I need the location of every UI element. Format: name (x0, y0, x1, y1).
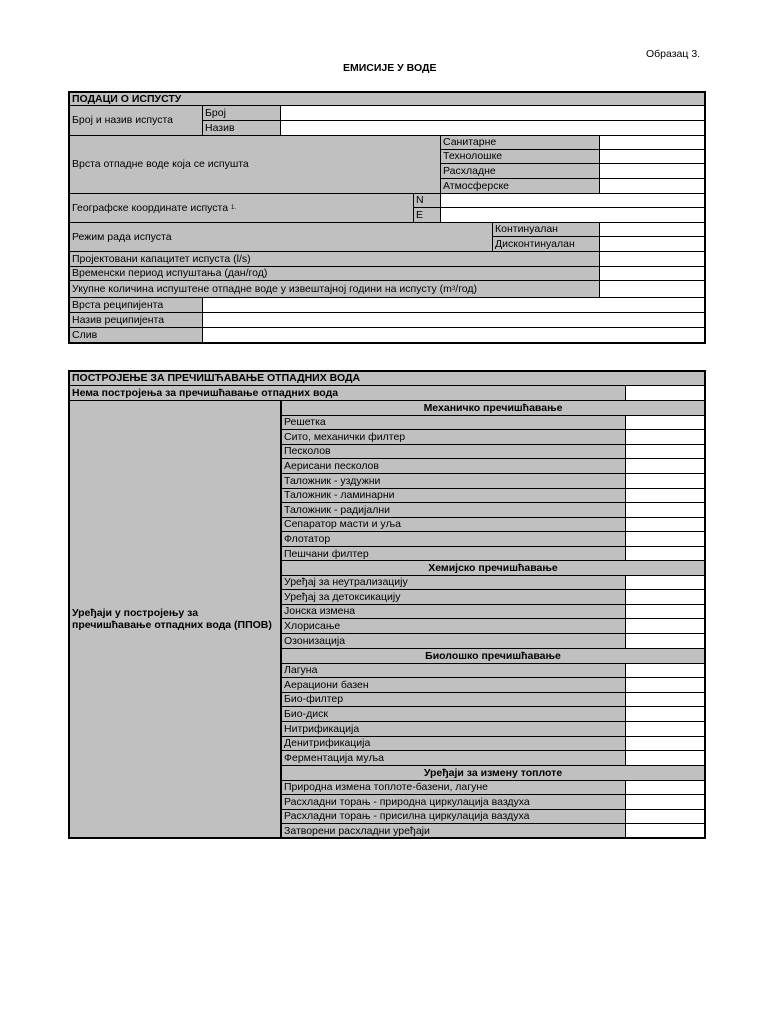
mechanical-item-label: Сито, механички филтер (281, 429, 626, 445)
coordinates-label (69, 193, 414, 223)
mechanical-item-label: Решетка (281, 415, 626, 430)
chemical-header: Хемијско пречишћавање (281, 560, 705, 576)
mechanical-item-field[interactable] (625, 429, 705, 445)
period-label: Временски период испуштања (дан/год) (69, 266, 600, 281)
basin-label: Слив (69, 327, 203, 343)
mechanical-item-label: Таложник - уздужни (281, 473, 626, 489)
mechanical-item-label: Таложник - ламинарни (281, 488, 626, 503)
heat-exchange-item-label: Природна измена топлоте-базени, лагуне (281, 780, 626, 795)
technological-field[interactable] (599, 149, 705, 164)
page-title: ЕМИСИЈЕ У ВОДЕ (343, 62, 437, 74)
cooling-field[interactable] (599, 163, 705, 179)
number-label: Број (202, 105, 281, 121)
chemical-item-field[interactable] (625, 604, 705, 619)
biological-item-field[interactable] (625, 677, 705, 693)
section-title: ПОДАЦИ О ИСПУСТУ (69, 92, 705, 106)
biological-item-label: Аерациони базен (281, 677, 626, 693)
north-field[interactable] (440, 193, 705, 208)
mechanical-item-label: Сепаратор масти и уља (281, 517, 626, 532)
north-label: N (413, 193, 441, 208)
mechanical-header: Механичко пречишћавање (281, 400, 705, 416)
chemical-item-label: Јонска измена (281, 604, 626, 619)
chemical-item-field[interactable] (625, 633, 705, 649)
form-number: Образац 3. (646, 48, 701, 60)
mechanical-item-field[interactable] (625, 531, 705, 547)
chemical-item-field[interactable] (625, 618, 705, 634)
biological-item-field[interactable] (625, 750, 705, 766)
no-plant-field[interactable] (625, 385, 705, 401)
mechanical-item-label: Таложник - радијални (281, 502, 626, 518)
no-plant-label: Нема постројења за пречишћавање отпадних вода (69, 385, 626, 401)
capacity-label: Пројектовани капацитет испуста (l/s) (69, 251, 600, 267)
name-field[interactable] (280, 120, 705, 136)
chemical-item-field[interactable] (625, 575, 705, 590)
total-quantity-unit: /год) (455, 282, 478, 295)
cooling-label: Расхладне (440, 163, 600, 179)
biological-item-label: Нитрификација (281, 721, 626, 737)
mechanical-item-field[interactable] (625, 502, 705, 518)
sanitary-field[interactable] (599, 135, 705, 150)
heat-exchange-item-field[interactable] (625, 794, 705, 810)
total-quantity-text: Укупне количина испуштене отпадне воде у извештајној години на испусту (m (72, 282, 452, 295)
mechanical-item-field[interactable] (625, 415, 705, 430)
mechanical-item-field[interactable] (625, 517, 705, 532)
mechanical-item-label: Песколов (281, 444, 626, 459)
biological-item-label: Денитрификација (281, 736, 626, 751)
operating-mode-label: Режим рада испуста (69, 222, 493, 252)
recipient-type-label: Врста реципијента (69, 297, 203, 313)
east-field[interactable] (440, 207, 705, 223)
mechanical-item-field[interactable] (625, 444, 705, 459)
atmospheric-label: Атмосферске (440, 178, 600, 194)
mechanical-item-field[interactable] (625, 473, 705, 489)
total-quantity-label (69, 280, 600, 298)
biological-item-label: Ферментација муља (281, 750, 626, 766)
biological-item-field[interactable] (625, 663, 705, 678)
heat-exchange-item-label: Расхладни торањ - природна циркулација ваздуха (281, 794, 626, 810)
name-label: Назив (202, 120, 281, 136)
chemical-item-label: Уређај за детоксикацију (281, 589, 626, 605)
mechanical-item-label: Пешчани филтер (281, 546, 626, 562)
mechanical-item-label: Аерисани песколов (281, 458, 626, 474)
biological-item-field[interactable] (625, 706, 705, 722)
basin-field[interactable] (202, 327, 705, 343)
period-field[interactable] (599, 266, 705, 281)
chemical-item-label: Уређај за неутрализацију (281, 575, 626, 590)
biological-item-field[interactable] (625, 736, 705, 751)
atmospheric-field[interactable] (599, 178, 705, 194)
coordinates-text: Географске координате испуста (72, 201, 229, 214)
chemical-item-label: Озонизација (281, 633, 626, 649)
footnote-mark: 1. (231, 205, 237, 211)
biological-item-label: Лагуна (281, 663, 626, 678)
discontinuous-label: Дисконтинуалан (492, 236, 600, 252)
biological-item-label: Био-филтер (281, 692, 626, 707)
mechanical-item-field[interactable] (625, 488, 705, 503)
heat-exchange-item-field[interactable] (625, 809, 705, 824)
number-field[interactable] (280, 105, 705, 121)
biological-item-field[interactable] (625, 721, 705, 737)
mechanical-item-label: Флотатор (281, 531, 626, 547)
wastewater-type-label: Врста отпадне воде која се испушта (69, 135, 441, 194)
heat-exchange-header: Уређаји за измену топлоте (281, 765, 705, 781)
recipient-type-field[interactable] (202, 297, 705, 313)
section-title: ПОСТРОЈЕЊЕ ЗА ПРЕЧИШЋАВАЊЕ ОТПАДНИХ ВОДА (69, 371, 705, 386)
technological-label: Технолошке (440, 149, 600, 164)
plant-devices-label: Уређаји у постројењу за пречишћавање отпадних вода (ППОВ) (69, 400, 281, 838)
heat-exchange-item-field[interactable] (625, 823, 705, 839)
chemical-item-field[interactable] (625, 589, 705, 605)
mechanical-item-field[interactable] (625, 458, 705, 474)
cubic-superscript: 3 (451, 286, 456, 292)
heat-exchange-item-field[interactable] (625, 780, 705, 795)
recipient-name-label: Назив реципијента (69, 312, 203, 328)
heat-exchange-item-label: Расхладни торањ - присилна циркулација ваздуха (281, 809, 626, 824)
total-quantity-field[interactable] (599, 280, 705, 298)
biological-header: Биолошко пречишћавање (281, 648, 705, 664)
continuous-label: Континуалан (492, 222, 600, 237)
recipient-name-field[interactable] (202, 312, 705, 328)
biological-item-label: Био-диск (281, 706, 626, 722)
discharge-number-name-label: Број и назив испуста (69, 105, 203, 136)
biological-item-field[interactable] (625, 692, 705, 707)
chemical-item-label: Хлорисање (281, 618, 626, 634)
east-label: E (413, 207, 441, 223)
continuous-field[interactable] (599, 222, 705, 237)
sanitary-label: Санитарне (440, 135, 600, 150)
discontinuous-field[interactable] (599, 236, 705, 252)
heat-exchange-item-label: Затворени расхладни уређаји (281, 823, 626, 839)
capacity-field[interactable] (599, 251, 705, 267)
